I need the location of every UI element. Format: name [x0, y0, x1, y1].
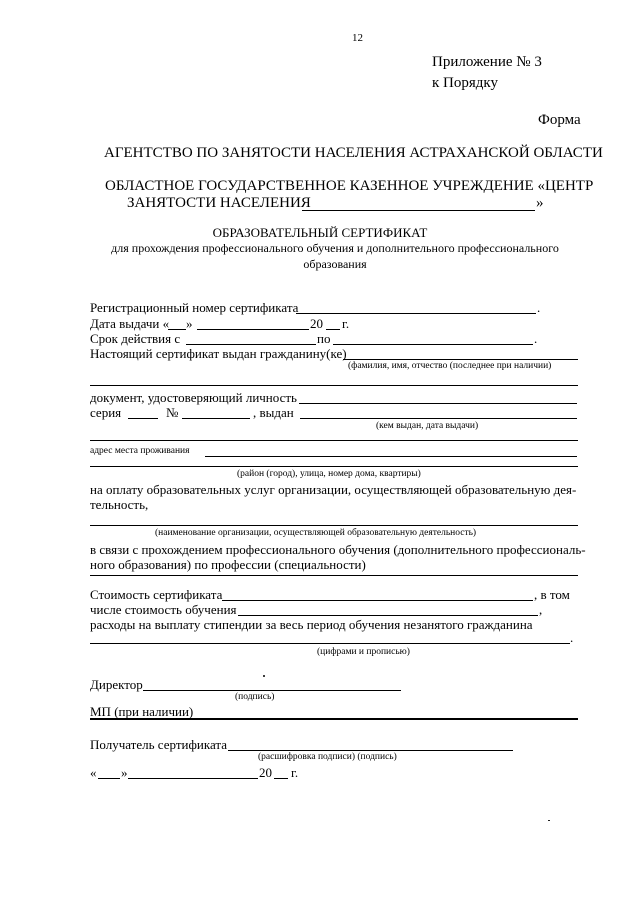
- issue-month-field[interactable]: [197, 329, 309, 330]
- issued-to-field-2[interactable]: [90, 385, 578, 386]
- issue-day-field[interactable]: [168, 329, 186, 330]
- scan-speck: [548, 820, 550, 821]
- reg-number-label: Регистрационный номер сертификата: [90, 300, 299, 315]
- profession-field[interactable]: [90, 575, 578, 576]
- number-field[interactable]: [182, 418, 250, 419]
- cost-training-label: числе стоимость обучения: [90, 602, 237, 617]
- address-hint: (район (город), улица, номер дома, квартиры): [237, 469, 421, 479]
- director-section-divider: [90, 718, 578, 720]
- identity-doc-field[interactable]: [299, 403, 577, 404]
- sign-year-suffix: г.: [291, 765, 299, 780]
- reg-number-period: .: [537, 300, 541, 315]
- certificate-subtitle2: образования: [303, 257, 367, 271]
- date-close-quote: »: [121, 765, 128, 780]
- reg-number-field[interactable]: [296, 313, 536, 314]
- payment-line1: на оплату образовательных услуг организации, осуществляющей образовательную дея-: [90, 482, 577, 497]
- validity-period: .: [534, 331, 538, 346]
- date-open-quote: «: [90, 765, 97, 780]
- stipend-period: .: [570, 630, 574, 645]
- form-label: Форма: [538, 112, 581, 128]
- appendix-line1: Приложение № 3: [432, 54, 542, 70]
- sign-day-field[interactable]: [98, 778, 120, 779]
- series-label: серия: [90, 405, 122, 420]
- sign-month-field[interactable]: [128, 778, 258, 779]
- agency-title: АГЕНТСТВО ПО ЗАНЯТОСТИ НАСЕЛЕНИЯ АСТРАХАНСКОЙ ОБЛАСТИ: [104, 145, 603, 161]
- issued-to-label: Настоящий сертификат выдан гражданину(ке): [90, 346, 347, 361]
- director-label: Директор: [90, 677, 143, 692]
- number-label: №: [166, 405, 179, 420]
- validity-to-label: по: [317, 331, 331, 346]
- director-signature-hint: (подпись): [235, 692, 275, 702]
- appendix-line2: к Порядку: [432, 75, 498, 91]
- amount-hint: (цифрами и прописью): [317, 647, 410, 657]
- series-field[interactable]: [128, 418, 158, 419]
- recipient-signature-field[interactable]: [228, 750, 513, 751]
- address-field[interactable]: [205, 456, 577, 457]
- cost-training-comma: ,: [539, 602, 543, 617]
- issue-date-label: Дата выдачи «: [90, 316, 170, 331]
- stipend-field[interactable]: [90, 643, 570, 644]
- recipient-signature-hint: (расшифровка подписи) (подпись): [258, 752, 397, 762]
- institution-close-quote: »: [536, 195, 544, 211]
- issued-to-field[interactable]: [343, 359, 578, 360]
- validity-to-field[interactable]: [333, 344, 533, 345]
- identity-doc-label: документ, удостоверяющий личность: [90, 390, 297, 405]
- training-line2: ного образования) по профессии (специальности): [90, 557, 366, 572]
- issue-year-field[interactable]: [326, 329, 340, 330]
- sign-year-prefix: 20: [259, 765, 272, 780]
- recipient-label: Получатель сертификата: [90, 737, 228, 752]
- validity-from-field[interactable]: [186, 344, 316, 345]
- training-line1: в связи с прохождением профессионального обучения (дополнительного профессиональ-: [90, 542, 586, 557]
- certificate-title: ОБРАЗОВАТЕЛЬНЫЙ СЕРТИФИКАТ: [212, 225, 428, 240]
- address-field-2[interactable]: [90, 466, 578, 467]
- address-label: адрес места проживания: [90, 446, 190, 456]
- director-signature-field[interactable]: [143, 690, 401, 691]
- page-number: 12: [352, 32, 363, 44]
- issued-to-hint: (фамилия, имя, отчество (последнее при наличии): [348, 361, 552, 371]
- validity-label: Срок действия с: [90, 331, 181, 346]
- stamp-label: МП (при наличии): [90, 704, 194, 719]
- institution-line2: ЗАНЯТОСТИ НАСЕЛЕНИЯ: [127, 195, 311, 211]
- payment-line2: тельность,: [90, 497, 149, 512]
- cost-incl-label: , в том: [534, 587, 570, 602]
- stipend-label: расходы на выплату стипендии за весь период обучения незанятого гражданина: [90, 617, 533, 632]
- cost-training-field[interactable]: [238, 615, 538, 616]
- issued-by-hint: (кем выдан, дата выдачи): [376, 421, 479, 431]
- issued-by-label: , выдан: [253, 405, 294, 420]
- institution-name-field[interactable]: [302, 210, 535, 211]
- sign-year-field[interactable]: [274, 778, 288, 779]
- ink-dot: [263, 675, 265, 677]
- issue-year-prefix: 20: [310, 316, 323, 331]
- certificate-subtitle1: для прохождения профессионального обучения и дополнительного профессионального: [111, 241, 559, 255]
- cost-field[interactable]: [222, 600, 533, 601]
- issue-date-quote: »: [186, 316, 193, 331]
- issue-year-suffix: г.: [342, 316, 350, 331]
- institution-line1: ОБЛАСТНОЕ ГОСУДАРСТВЕННОЕ КАЗЕННОЕ УЧРЕЖДЕНИЕ «ЦЕНТР: [105, 178, 594, 194]
- issued-by-field-2[interactable]: [90, 440, 578, 441]
- organization-field[interactable]: [90, 525, 578, 526]
- cost-label: Стоимость сертификата: [90, 587, 223, 602]
- issued-by-field[interactable]: [300, 418, 577, 419]
- organization-hint: (наименование организации, осуществляющей образовательную деятельность): [155, 528, 477, 538]
